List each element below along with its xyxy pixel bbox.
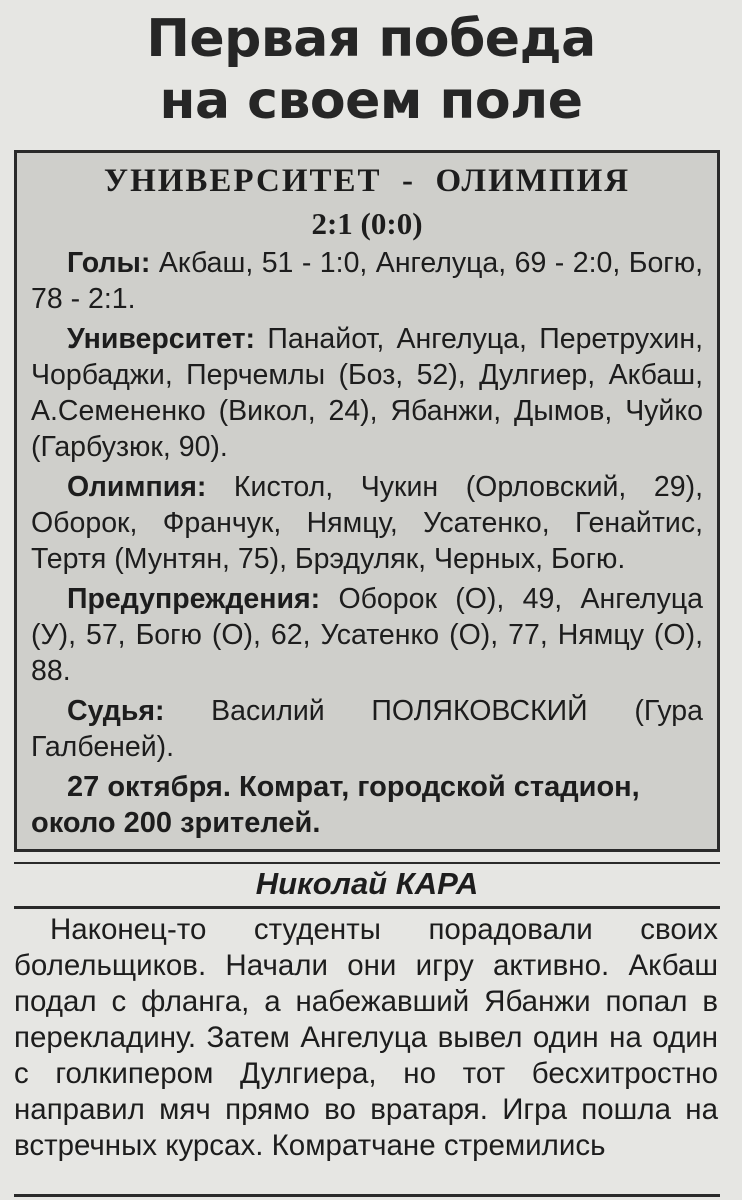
warnings-entry [31, 581, 703, 689]
team2-lineup [31, 469, 703, 577]
team1-text: Панайот, Ангелуца, Перетрухин, Чорбаджи, Перчемлы (Боз, 52), Дулгиер, Акбаш, А.Семененко (Викол, 24), Ябанжи, Дымов, Чуйко (Гарбузюк, 90). [31, 323, 703, 463]
divider-line [14, 906, 720, 909]
team2-label: Олимпия: [67, 471, 207, 503]
warnings-text: Оборок (О), 49, Ангелуца (У), 57, Богю (О), 62, Усатенко (О), 77, Нямцу (О), 88. [31, 583, 703, 687]
team2-text: Кистол, Чукин (Орловский, 29), Оборок, Франчук, Нямцу, Усатенко, Генайтис, Тертя (Мунтян, 75), Брэдуляк, Черных, Богю. [31, 471, 703, 575]
goals-text: Акбаш, 51 - 1:0, Ангелуца, 69 - 2:0, Богю, 78 - 2:1. [31, 247, 703, 315]
goals-label: Голы: [67, 247, 151, 279]
warnings-label: Предупреждения: [67, 583, 321, 615]
match-score: 2:1 (0:0) [311, 206, 423, 241]
referee-entry [31, 693, 703, 765]
team1-lineup [31, 321, 703, 465]
referee-text: Василий ПОЛЯКОВСКИЙ (Гура Галбеней). [31, 695, 703, 763]
divider-line [14, 1194, 720, 1197]
team1-label: Университет: [67, 323, 256, 355]
match-summary-box [14, 150, 720, 852]
article-body: Наконец-то студенты порадовали своих болельщиков. Начали они игру активно. Акбаш подал с фланга, а набежавший Ябанжи попал в перекладину. Затем Ангелуца вывел один на один с голкипером Дулгиера, но тот бесхитростно направил мяч прямо во вратаря. Игра пошла на встречных курсах. Комратчане стремились [14, 913, 718, 1162]
match-teams: УНИВЕРСИТЕТ - ОЛИМПИЯ [103, 163, 631, 199]
match-date-venue: 27 октября. Комрат, городской стадион, около 200 зрителей. [31, 771, 640, 839]
referee-label: Судья: [67, 695, 165, 727]
headline-line-1: Первая победа [146, 9, 596, 69]
goals-entry [31, 245, 703, 317]
article-headline [0, 8, 742, 132]
headline-line-2: на своем поле [159, 71, 583, 131]
author-byline: Николай КАРА [255, 866, 479, 901]
